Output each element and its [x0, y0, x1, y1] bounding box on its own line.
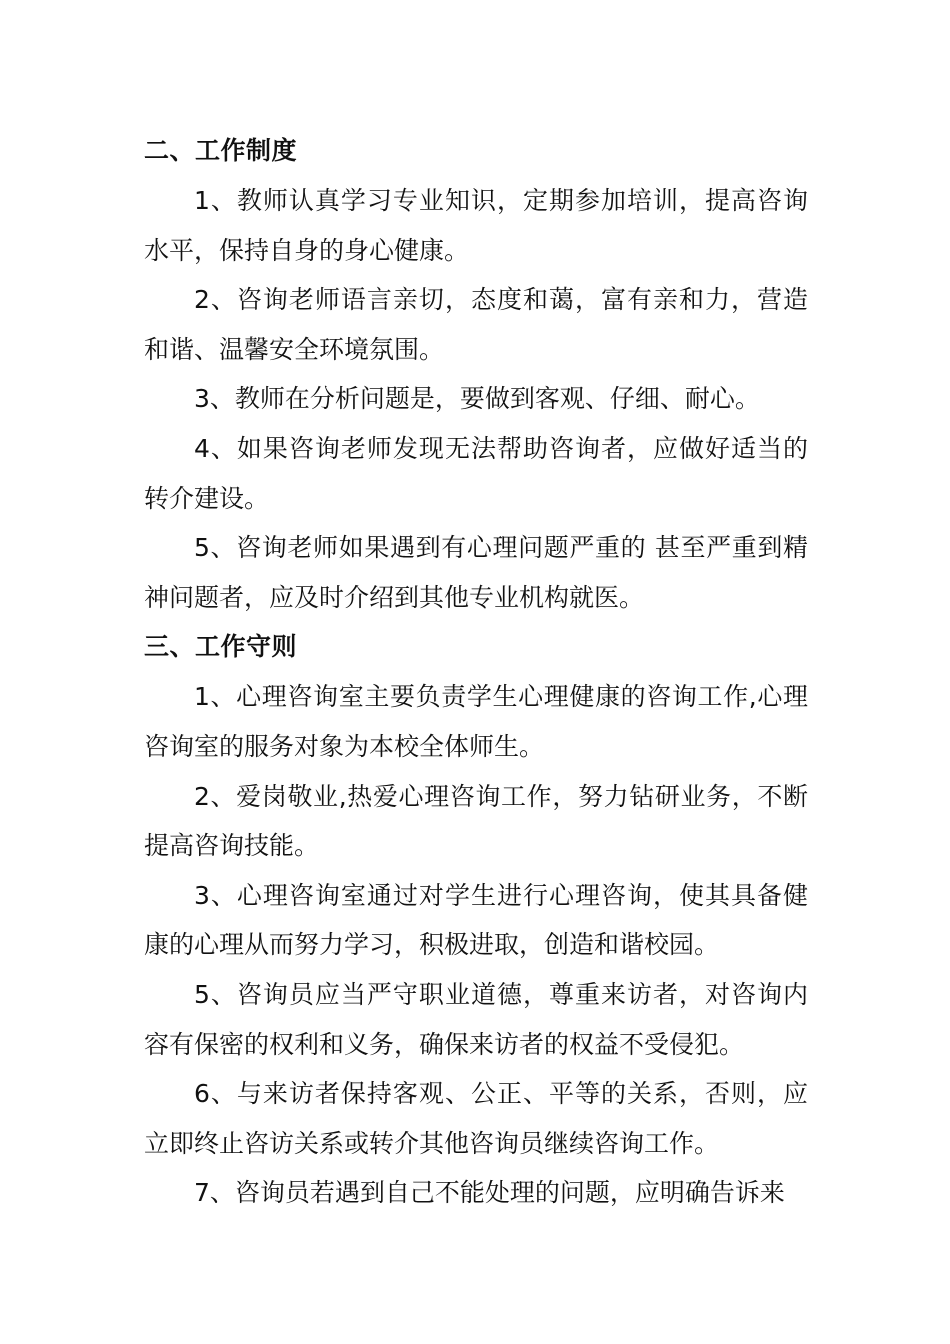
paragraph: 3、教师在分析问题是，要做到客观、仔细、耐心。	[194, 384, 760, 414]
paragraph: 1、心理咨询室主要负责学生心理健康的咨询工作,心理咨询室的服务对象为本校全体师生。	[144, 682, 808, 761]
paragraph: 3、心理咨询室通过对学生进行心理咨询，使其具备健康的心理从而努力学习，积极进取，创造和谐校园。	[144, 880, 808, 960]
paragraph: 2、爱岗敬业,热爱心理咨询工作，努力钻研业务，不断提高咨询技能。	[144, 781, 808, 861]
section-work-system	[144, 126, 808, 622]
section-work-rules	[144, 622, 808, 1218]
paragraph: 5、咨询员应当严守职业道德，尊重来访者，对咨询内容有保密的权利和义务，确保来访者的权益不受侵犯。	[144, 979, 808, 1059]
paragraph: 4、如果咨询老师发现无法帮助咨询者，应做好适当的转介建设。	[144, 433, 808, 513]
section-heading: 二、工作制度	[144, 136, 298, 165]
paragraph: 2、咨询老师语言亲切，态度和蔼，富有亲和力，营造和谐、温馨安全环境氛围。	[144, 285, 808, 364]
paragraph: 7、咨询员若遇到自己不能处理的问题，应明确告诉来	[194, 1178, 785, 1208]
paragraph: 6、与来访者保持客观、公正、平等的关系，否则，应立即终止咨访关系或转介其他咨询员继续咨询工作。	[144, 1079, 808, 1158]
document-page	[144, 126, 808, 1218]
paragraph: 5、咨询老师如果遇到有心理问题严重的 甚至严重到精神问题者，应及时介绍到其他专业机构就医。	[144, 533, 808, 612]
section-heading: 三、工作守则	[144, 632, 298, 662]
paragraph: 1、教师认真学习专业知识，定期参加培训，提高咨询水平，保持自身的身心健康。	[144, 186, 808, 265]
